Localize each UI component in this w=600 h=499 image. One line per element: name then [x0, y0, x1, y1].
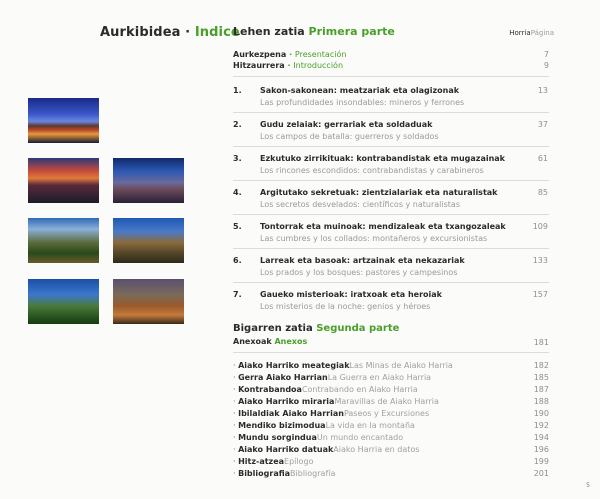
- prelim-separator: ·: [287, 61, 291, 70]
- annex-entry: [233, 361, 453, 370]
- rock-outcrop-image: [113, 218, 184, 263]
- page-label-basque: Horria: [509, 29, 531, 37]
- page-number: 5: [586, 482, 590, 489]
- chapter-title-basque: Argitutako sekretuak: zientzialariak eta naturalistak: [260, 188, 498, 197]
- annex-basque: Aiako Harriko datuak: [238, 445, 334, 454]
- rocky-ridge-image: [28, 218, 99, 263]
- chapter-number: 6.: [233, 256, 242, 265]
- annex-page: 190: [533, 409, 549, 418]
- annex-page: 201: [533, 469, 549, 478]
- chapter-number: 3.: [233, 154, 242, 163]
- chapter-page: 133: [532, 256, 548, 265]
- page-label-spanish: Página: [530, 29, 554, 37]
- chapter-number: 2.: [233, 120, 242, 129]
- chapter-page: 109: [532, 222, 548, 231]
- prelim-page: 7: [543, 50, 549, 59]
- sunset-mountain-image: [28, 98, 99, 143]
- chapter-number: 7.: [233, 290, 242, 299]
- annex-basque: Bibliografia: [238, 469, 291, 478]
- annex-bullet: ·: [233, 421, 236, 430]
- annex-entry: [233, 457, 314, 466]
- annexes-page: 181: [533, 338, 549, 347]
- prelim-basque: Hitzaurrera: [233, 61, 285, 70]
- part-two-basque: Bigarren zatia: [233, 323, 313, 334]
- annex-page: 182: [533, 361, 549, 370]
- annex-page: 185: [533, 373, 549, 382]
- divider: [233, 180, 549, 181]
- annexes-basque: Anexoak: [233, 337, 272, 346]
- annex-basque: Hitz-atzea: [238, 457, 285, 466]
- red-sky-image: [28, 158, 99, 203]
- chapter-number: 5.: [233, 222, 242, 231]
- annex-basque: Aiako Harriko meategiak: [238, 361, 350, 370]
- chapter-number: 1.: [233, 86, 242, 95]
- annex-basque: Mundu sorgindua: [238, 433, 317, 442]
- divider: [233, 146, 549, 147]
- annex-basque: Kontrabandoa: [238, 385, 302, 394]
- divider: [233, 76, 549, 77]
- annex-page: 199: [533, 457, 549, 466]
- annex-entry: [233, 397, 439, 406]
- annex-entry: [233, 469, 335, 478]
- chapter-title-basque: Gaueko misterioak: iratxoak eta heroiak: [260, 290, 442, 299]
- chapter-title-spanish: Los campos de batalla: guerreros y soldados: [260, 132, 439, 141]
- dusk-peak-image: [113, 158, 184, 203]
- chapter-page: 61: [537, 154, 548, 163]
- part-two-spanish: Segunda parte: [316, 323, 400, 334]
- page-column-label: [509, 29, 554, 37]
- annex-spanish: La vida en la montaña: [325, 421, 415, 430]
- annex-spanish: Epílogo: [284, 457, 314, 466]
- annex-spanish: Contrabando en Aiako Harria: [301, 385, 418, 394]
- chapter-title-basque: Larreak eta basoak: artzainak eta nekazariak: [260, 256, 465, 265]
- annex-spanish: Maravillas de Aiako Harria: [334, 397, 439, 406]
- annex-bullet: ·: [233, 433, 236, 442]
- chapter-number: 4.: [233, 188, 242, 197]
- annex-spanish: Paseos y Excursiones: [343, 409, 430, 418]
- index-title-basque: Aurkibidea: [100, 25, 181, 40]
- annex-basque: Ibilaldiak Aiako Harrian: [238, 409, 344, 418]
- chapter-page: 157: [532, 290, 548, 299]
- annex-bullet: ·: [233, 373, 236, 382]
- part-two-heading: [233, 323, 399, 334]
- annex-page: 194: [533, 433, 549, 442]
- chapter-title-spanish: Los secretos desvelados: científicos y naturalistas: [260, 200, 460, 209]
- prelim-entry: [233, 61, 343, 70]
- chapter-title-spanish: Las profundidades insondables: mineros y ferrones: [260, 98, 465, 107]
- annex-spanish: Las Minas de Aiako Harria: [349, 361, 453, 370]
- annex-spanish: Bibliografía: [290, 469, 336, 478]
- chapter-page: 37: [537, 120, 548, 129]
- annex-entry: [233, 421, 415, 430]
- chapter-title-spanish: Los prados y los bosques: pastores y campesinos: [260, 268, 458, 277]
- chapter-title-basque: Tontorrak eta muinoak: mendizaleak eta txangozaleak: [260, 222, 506, 231]
- annex-entry: [233, 409, 429, 418]
- chapter-title-spanish: Los misterios de la noche: genios y héroes: [260, 302, 431, 311]
- part-one-basque: Lehen zatia: [233, 25, 305, 38]
- divider: [233, 282, 549, 283]
- green-hills-image: [28, 279, 99, 324]
- prelim-separator: ·: [289, 50, 293, 59]
- annex-bullet: ·: [233, 445, 236, 454]
- chapter-title-spanish: Los rincones escondidos: contrabandistas y carabineros: [260, 166, 484, 175]
- annex-page: 187: [533, 385, 549, 394]
- village-image: [113, 279, 184, 324]
- divider: [233, 248, 549, 249]
- annex-entry: [233, 433, 403, 442]
- annex-bullet: ·: [233, 469, 236, 478]
- annex-page: 192: [533, 421, 549, 430]
- annex-bullet: ·: [233, 409, 236, 418]
- annex-bullet: ·: [233, 385, 236, 394]
- divider: [233, 352, 549, 353]
- prelim-spanish: Presentación: [294, 50, 347, 59]
- index-title: [100, 25, 240, 40]
- chapter-title-basque: Gudu zelaiak: gerrariak eta soldaduak: [260, 120, 433, 129]
- annex-spanish: Un mundo encantado: [316, 433, 404, 442]
- annex-entry: [233, 445, 419, 454]
- divider: [233, 112, 549, 113]
- annex-basque: Mendiko bizimodua: [238, 421, 326, 430]
- annex-entry: [233, 373, 431, 382]
- annex-page: 188: [533, 397, 549, 406]
- chapter-page: 85: [537, 188, 548, 197]
- index-title-spanish: Indice: [194, 25, 240, 40]
- index-title-separator: ·: [185, 25, 191, 40]
- annex-spanish: La Guerra en Aiako Harria: [327, 373, 432, 382]
- chapter-title-basque: Sakon-sakonean: meatzariak eta olagizonak: [260, 86, 460, 95]
- prelim-spanish: Introducción: [293, 61, 344, 70]
- chapter-title-basque: Ezkutuko zirrikituak: kontrabandistak eta mugazainak: [260, 154, 506, 163]
- annex-spanish: Aiako Harria en datos: [333, 445, 420, 454]
- part-one-spanish: Primera parte: [308, 25, 395, 38]
- annex-basque: Aiako Harriko miraria: [238, 397, 335, 406]
- prelim-entry: [233, 50, 346, 59]
- annex-page: 196: [533, 445, 549, 454]
- divider: [233, 214, 549, 215]
- prelim-page: 9: [543, 61, 549, 70]
- annexes-spanish: Anexos: [274, 337, 308, 346]
- annex-basque: Gerra Aiako Harrian: [238, 373, 328, 382]
- annex-bullet: ·: [233, 397, 236, 406]
- annex-bullet: ·: [233, 457, 236, 466]
- part-one-heading: [233, 25, 395, 38]
- chapter-title-spanish: Las cumbres y los collados: montañeros y excursionistas: [260, 234, 488, 243]
- chapter-page: 13: [537, 86, 548, 95]
- prelim-basque: Aurkezpena: [233, 50, 287, 59]
- annexes-heading: [233, 337, 307, 346]
- annex-bullet: ·: [233, 361, 236, 370]
- annex-entry: [233, 385, 418, 394]
